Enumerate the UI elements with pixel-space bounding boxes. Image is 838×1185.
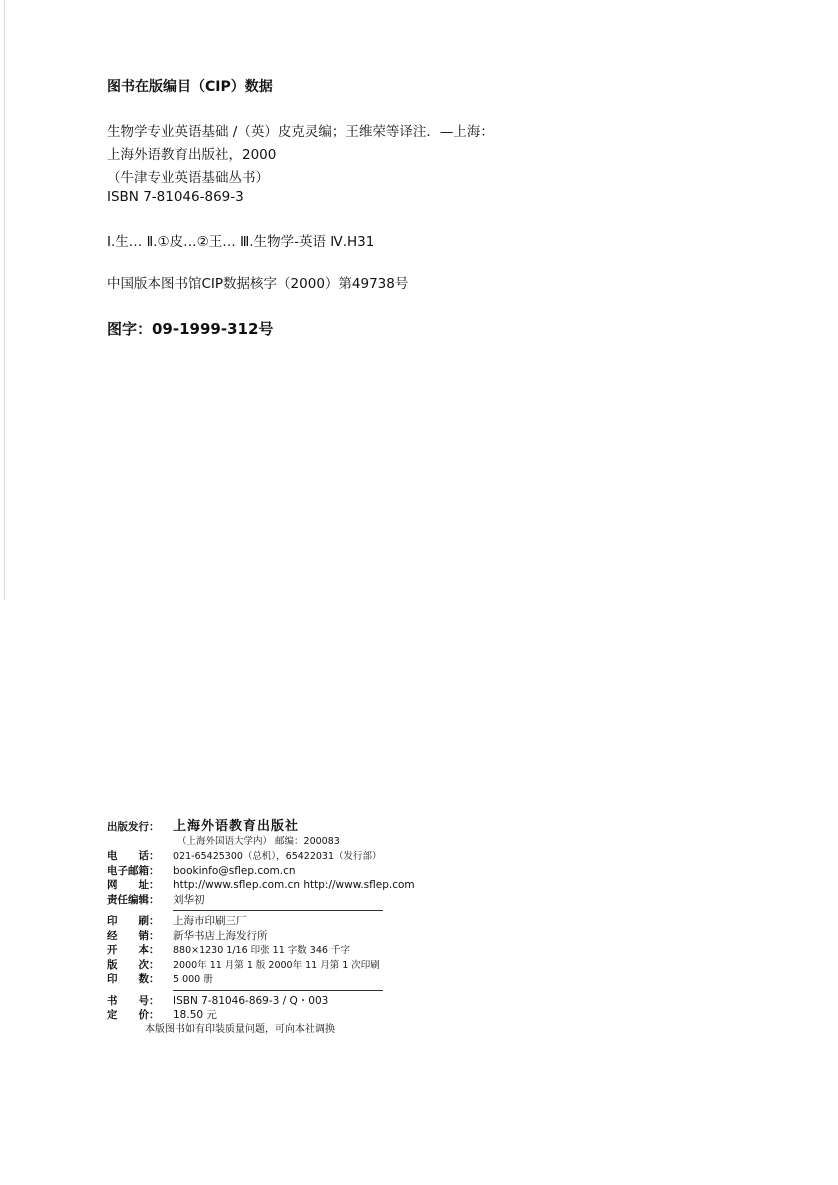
distributor-label: 经 销： bbox=[107, 929, 160, 942]
edition-value: 2000年 11 月第 1 版 2000年 11 月第 1 次印刷 bbox=[173, 959, 380, 971]
imprint-block bbox=[107, 820, 437, 1037]
phone-row bbox=[107, 849, 437, 864]
distributor-row bbox=[107, 929, 437, 944]
quality-notice: 本版图书如有印装质量问题，可向本社调换 bbox=[145, 1023, 335, 1035]
isbn-label: 书 号： bbox=[107, 994, 160, 1007]
printer-label: 印 刷： bbox=[107, 915, 160, 927]
price-row bbox=[107, 1008, 437, 1023]
distributor-value: 新华书店上海发行所 bbox=[173, 929, 268, 942]
format-row bbox=[107, 943, 437, 958]
divider bbox=[173, 990, 383, 991]
email-value[interactable]: bookinfo@sflep.com.cn bbox=[173, 864, 296, 877]
price-label: 定 价： bbox=[107, 1009, 160, 1021]
publisher-address: （上海外国语大学内） 邮编：200083 bbox=[177, 835, 340, 847]
isbn-value: ISBN 7-81046-869-3 / Q・003 bbox=[173, 994, 329, 1007]
format-label: 开 本： bbox=[107, 944, 160, 956]
website-label: 网 址： bbox=[107, 879, 160, 891]
editor-row bbox=[107, 893, 437, 908]
print-run-row bbox=[107, 972, 437, 987]
edition-label: 版 次： bbox=[107, 958, 160, 971]
printer-value: 上海市印刷三厂 bbox=[173, 915, 247, 927]
cip-series-line: （牛津专业英语基础丛书） bbox=[107, 170, 269, 186]
editor-label: 责任编辑： bbox=[107, 893, 160, 906]
cip-title-line: 生物学专业英语基础 /（英）皮克灵编；王维荣等译注．—上海： bbox=[107, 124, 494, 140]
copyright-permit-number: 图字：09-1999-312号 bbox=[107, 320, 274, 338]
website-row bbox=[107, 878, 437, 893]
cip-isbn-line: ISBN 7-81046-869-3 bbox=[107, 189, 244, 205]
cip-index-line: Ⅰ.生… Ⅱ.①皮…②王… Ⅲ.生物学-英语 Ⅳ.H31 bbox=[107, 234, 375, 250]
cip-heading: 图书在版编目（CIP）数据 bbox=[107, 79, 273, 95]
website-value[interactable]: http://www.sflep.com.cn http://www.sflep.com bbox=[173, 879, 415, 891]
printer-row bbox=[107, 914, 437, 929]
divider bbox=[173, 910, 383, 911]
print-run-value: 5 000 册 bbox=[173, 974, 213, 985]
isbn-row bbox=[107, 994, 437, 1009]
editor-value: 刘华初 bbox=[173, 893, 205, 906]
cip-record-number: 中国版本图书馆CIP数据核字（2000）第49738号 bbox=[107, 276, 409, 292]
format-value: 880×1230 1/16 印张 11 字数 346 千字 bbox=[173, 945, 350, 956]
publisher-label: 出版发行： bbox=[107, 821, 160, 833]
print-run-label: 印 数： bbox=[107, 973, 160, 985]
cip-publisher-line: 上海外语教育出版社，2000 bbox=[107, 147, 277, 163]
price-value: 18.50 元 bbox=[173, 1009, 217, 1021]
page-edge-line bbox=[4, 0, 5, 600]
email-row bbox=[107, 864, 437, 879]
edition-row bbox=[107, 958, 437, 973]
email-label: 电子邮箱： bbox=[107, 864, 160, 877]
publisher-row bbox=[107, 820, 437, 835]
publisher-name: 上海外语教育出版社 bbox=[173, 819, 300, 834]
phone-label: 电 话： bbox=[107, 850, 160, 862]
phone-value: 021-65425300（总机），65422031（发行部） bbox=[173, 851, 382, 862]
